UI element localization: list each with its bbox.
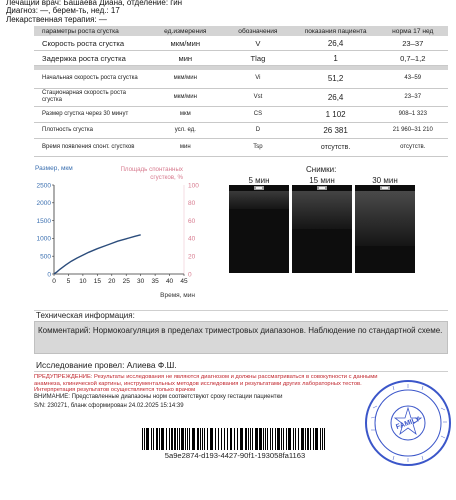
barcode-bar	[313, 428, 314, 450]
barcode-bar	[301, 428, 304, 450]
snapshot-image-5min	[229, 185, 289, 273]
x-tick-label: 5	[66, 278, 71, 285]
barcode-bar	[270, 428, 271, 450]
barcode-bar	[245, 428, 247, 450]
col-norm: норма 17 нед	[378, 26, 448, 36]
barcode-bar	[263, 428, 264, 450]
barcode-bar	[230, 428, 232, 450]
x-tick-label: 25	[122, 278, 130, 285]
barcode-bar	[310, 428, 311, 450]
param-value: 26,4	[294, 36, 378, 51]
snapshots-title: Снимки:	[306, 165, 337, 174]
barcode-bar	[159, 428, 160, 450]
param-value: 51,2	[294, 70, 378, 88]
param-unit: усл. ед.	[148, 122, 222, 138]
divider	[34, 371, 448, 372]
barcode-bar	[234, 428, 235, 450]
tech-info-title: Техническая информация:	[36, 311, 135, 320]
param-unit: мкм/мин	[148, 70, 222, 88]
clot-size-line	[54, 235, 141, 274]
table-row	[34, 36, 448, 51]
barcode-bar	[151, 428, 152, 450]
barcode-bar	[250, 428, 251, 450]
param-name: Время появления спонт. сгустков	[34, 138, 148, 156]
x-tick-label: 0	[52, 278, 56, 285]
doctor-line: Лечащий врач: Башаева Диана, отделение: гин	[6, 0, 183, 7]
params-table	[34, 26, 448, 157]
barcode-bar	[202, 428, 203, 450]
param-name: Плотность сгустка	[34, 122, 148, 138]
barcode-bar	[177, 428, 178, 450]
y-tick-label-right: 100	[188, 182, 199, 190]
y-tick-label-right: 80	[188, 200, 196, 208]
x-tick-label: 10	[79, 278, 87, 285]
col-symbol: обозначения	[222, 26, 294, 36]
y-tick-label-left: 0	[47, 271, 51, 279]
barcode-bar	[277, 428, 280, 450]
x-tick-label: 45	[180, 278, 188, 285]
barcode-bar	[156, 428, 158, 450]
barcode-bar	[240, 428, 243, 450]
chart-ylabel-left: Размер, мкм	[35, 165, 73, 172]
param-norm: 43–59	[378, 70, 448, 88]
svg-text:FAMILY: FAMILY	[395, 415, 422, 432]
barcode-bar	[295, 428, 296, 450]
barcode-bar	[281, 428, 282, 450]
comment-box	[34, 321, 448, 354]
barcode-bar	[255, 428, 258, 450]
attention-text: ВНИМАНИЕ: Представленные диапазоны норм соответствуют сроку гестации пациентки	[34, 394, 283, 400]
param-symbol: D	[222, 122, 294, 138]
barcode-bar	[174, 428, 176, 450]
x-tick-label: 15	[93, 278, 101, 285]
y-tick-label-right: 20	[188, 253, 196, 261]
therapy-line: Лекарственная терапия: —	[6, 15, 107, 24]
comment-text: Комментарий: Нормокоагуляция в пределах триместровых диапазонов. Наблюдение по стандартной схеме.	[38, 326, 443, 335]
barcode-bar	[248, 428, 249, 450]
barcode-bar	[189, 428, 190, 450]
chart-xlabel: Время, мин	[160, 292, 195, 299]
x-tick-label: 40	[165, 278, 174, 285]
barcode	[140, 428, 330, 450]
barcode-bar	[187, 428, 188, 450]
barcode-bar	[204, 428, 205, 450]
param-name: Стационарная скорость роста сгустка	[34, 88, 148, 106]
barcode-bar	[315, 428, 318, 450]
barcode-bar	[322, 428, 323, 450]
y-tick-label-left: 1000	[36, 235, 51, 243]
param-value: 26 381	[294, 122, 378, 138]
barcode-bar	[215, 428, 216, 450]
barcode-bar	[320, 428, 321, 450]
barcode-bar	[197, 428, 199, 450]
barcode-bar	[218, 428, 219, 450]
param-norm: 23–37	[378, 36, 448, 51]
param-unit: мкм/мин	[148, 88, 222, 106]
param-symbol: CS	[222, 106, 294, 122]
barcode-bar	[146, 428, 149, 450]
param-norm: 0,7–1,2	[378, 51, 448, 66]
barcode-bar	[272, 428, 273, 450]
barcode-bar	[288, 428, 291, 450]
table-row	[34, 138, 448, 156]
clinic-stamp	[363, 378, 453, 468]
param-name: Размер сгустка через 30 минут	[34, 106, 148, 122]
barcode-bar	[221, 428, 222, 450]
snapshot-image-15min	[292, 185, 352, 273]
param-unit: мин	[148, 51, 222, 66]
barcode-bar	[144, 428, 145, 450]
snapshot-image-30min	[355, 185, 415, 273]
barcode-bar	[275, 428, 276, 450]
clot-growth-chart	[30, 160, 220, 302]
barcode-bar	[181, 428, 184, 450]
barcode-bar	[207, 428, 208, 450]
x-tick-label: 30	[137, 278, 145, 285]
barcode-bar	[169, 428, 170, 450]
param-symbol: Tsp	[222, 138, 294, 156]
param-name: Скорость роста сгустка	[34, 36, 148, 51]
y-tick-label-left: 1500	[36, 217, 51, 225]
diagnosis-line: Диагноз: —, берем-ть, нед.: 17	[6, 6, 120, 15]
table-row	[34, 106, 448, 122]
warning-text: ПРЕДУПРЕЖДЕНИЕ: Результаты исследования не являются диагнозом и должны рассматриваться в совокупности с данными анамнеза, клинической картины, инструментальных методов исследования и результатами других лабораторных тестов. Интерпретация результатов осуществляется только врачом	[34, 374, 378, 394]
barcode-bar	[305, 428, 306, 450]
param-unit: мин	[148, 138, 222, 156]
param-norm: отсутств.	[378, 138, 448, 156]
param-value: 1	[294, 51, 378, 66]
param-norm: 21 960–31 210	[378, 122, 448, 138]
barcode-bar	[324, 428, 325, 450]
y-tick-label-right: 60	[188, 217, 196, 225]
param-value: 1 102	[294, 106, 378, 122]
param-name: Начальная скорость роста сгустка	[34, 70, 148, 88]
barcode-bar	[224, 428, 225, 450]
performed-by: Исследование провел: Алиева Ф.Ш.	[36, 360, 177, 370]
barcode-bar	[166, 428, 167, 450]
barcode-bar	[200, 428, 201, 450]
barcode-text: 5a9e2874-d193-4427-90f1-193058fa1163	[164, 451, 306, 460]
barcode-bar	[237, 428, 238, 450]
barcode-bar	[252, 428, 253, 450]
param-norm: 908–1 323	[378, 106, 448, 122]
param-name: Задержка роста сгустка	[34, 51, 148, 66]
barcode-bar	[161, 428, 164, 450]
barcode-bar	[185, 428, 186, 450]
param-unit: мкм/мин	[148, 36, 222, 51]
y-tick-label-right: 40	[188, 235, 196, 243]
col-unit: ед.измерения	[148, 26, 222, 36]
snapshot-label-30: 30 мин	[372, 176, 398, 185]
col-param: параметры роста сгустка	[34, 26, 148, 36]
param-symbol: Vi	[222, 70, 294, 88]
barcode-bar	[259, 428, 262, 450]
barcode-bar	[298, 428, 299, 450]
y-tick-label-left: 2500	[36, 182, 51, 190]
barcode-bar	[142, 428, 143, 450]
barcode-bar	[227, 428, 228, 450]
param-unit: мкм	[148, 106, 222, 122]
param-value: отсутств.	[294, 138, 378, 156]
table-row	[34, 88, 448, 106]
barcode-bar	[210, 428, 213, 450]
barcode-bar	[171, 428, 173, 450]
barcode-bar	[307, 428, 309, 450]
y-tick-label-left: 2000	[36, 200, 51, 208]
param-symbol: Tlag	[222, 51, 294, 66]
chart-ylabel-right: Площадь спонтанных сгустков, %	[120, 166, 183, 181]
table-row	[34, 51, 448, 66]
param-symbol: Vst	[222, 88, 294, 106]
barcode-bar	[293, 428, 294, 450]
barcode-bar	[283, 428, 284, 450]
y-tick-label-right: 0	[188, 271, 192, 279]
param-value: 26,4	[294, 88, 378, 106]
barcode-bar	[192, 428, 195, 450]
barcode-bar	[179, 428, 180, 450]
param-norm: 23–37	[378, 88, 448, 106]
y-tick-label-left: 500	[40, 253, 51, 261]
barcode-bar	[267, 428, 268, 450]
snapshot-label-15: 15 мин	[309, 176, 335, 185]
col-value: показания пациента	[294, 26, 378, 36]
x-tick-label: 20	[108, 278, 116, 285]
barcode-bar	[286, 428, 287, 450]
table-row	[34, 70, 448, 88]
serial-text: S/N: 230271, бланк сформирован 24.02.2025 15:14:39	[34, 403, 184, 409]
param-symbol: V	[222, 36, 294, 51]
snapshot-label-5: 5 мин	[248, 176, 270, 185]
barcode-bar	[265, 428, 266, 450]
x-tick-label: 35	[151, 278, 159, 285]
barcode-bar	[153, 428, 154, 450]
table-row	[34, 122, 448, 138]
